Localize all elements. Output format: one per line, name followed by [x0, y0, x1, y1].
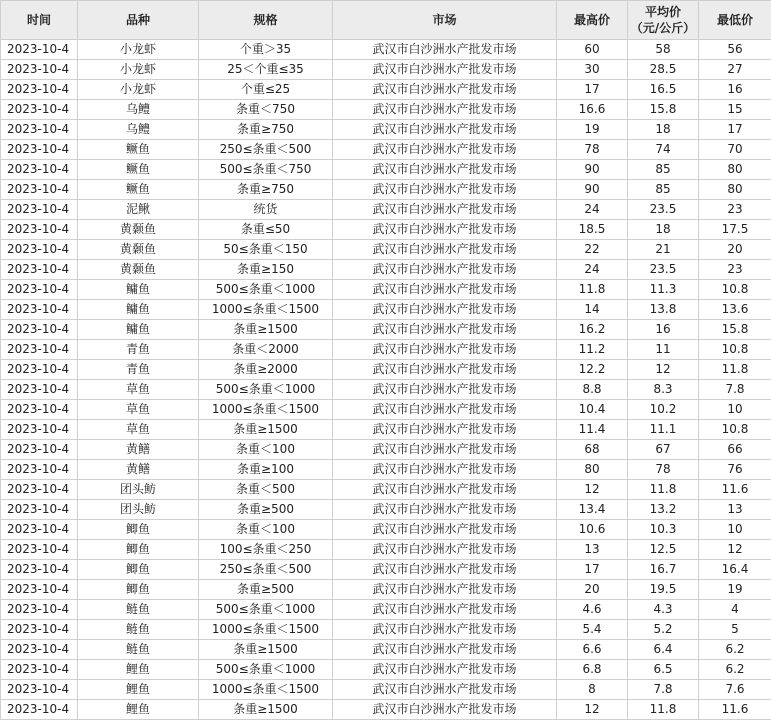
table-body [1, 40, 771, 720]
high-price-cell: 14 [557, 300, 628, 320]
date-cell: 2023-10-4 [1, 600, 78, 620]
date-cell: 2023-10-4 [1, 100, 78, 120]
date-cell: 2023-10-4 [1, 300, 78, 320]
table-row [1, 700, 771, 720]
high-price-cell: 30 [557, 60, 628, 80]
market-cell: 武汉市白沙洲水产批发市场 [333, 220, 557, 240]
spec-cell: 条重＜500 [199, 480, 333, 500]
avg-price-cell: 11.1 [628, 420, 699, 440]
market-cell: 武汉市白沙洲水产批发市场 [333, 600, 557, 620]
table-row [1, 500, 771, 520]
date-cell: 2023-10-4 [1, 340, 78, 360]
variety-cell: 鳙鱼 [78, 320, 199, 340]
variety-cell: 草鱼 [78, 420, 199, 440]
avg-price-cell: 11.3 [628, 280, 699, 300]
spec-cell: 个重＞35 [199, 40, 333, 60]
high-price-cell: 12.2 [557, 360, 628, 380]
variety-cell: 鲤鱼 [78, 700, 199, 720]
date-cell: 2023-10-4 [1, 260, 78, 280]
date-cell: 2023-10-4 [1, 620, 78, 640]
avg-price-cell: 10.2 [628, 400, 699, 420]
date-cell: 2023-10-4 [1, 60, 78, 80]
market-cell: 武汉市白沙洲水产批发市场 [333, 700, 557, 720]
market-cell: 武汉市白沙洲水产批发市场 [333, 100, 557, 120]
market-cell: 武汉市白沙洲水产批发市场 [333, 420, 557, 440]
low-price-cell: 7.6 [699, 680, 771, 700]
low-price-cell: 76 [699, 460, 771, 480]
variety-cell: 黄颡鱼 [78, 220, 199, 240]
low-price-cell: 16 [699, 80, 771, 100]
avg-price-cell: 19.5 [628, 580, 699, 600]
spec-cell: 条重≥150 [199, 260, 333, 280]
market-cell: 武汉市白沙洲水产批发市场 [333, 560, 557, 580]
avg-price-cell: 85 [628, 180, 699, 200]
variety-cell: 鲢鱼 [78, 620, 199, 640]
table-row [1, 280, 771, 300]
avg-price-cell: 11 [628, 340, 699, 360]
date-cell: 2023-10-4 [1, 680, 78, 700]
variety-cell: 鳜鱼 [78, 140, 199, 160]
market-cell: 武汉市白沙洲水产批发市场 [333, 540, 557, 560]
table-row [1, 520, 771, 540]
spec-cell: 1000≤条重＜1500 [199, 620, 333, 640]
market-cell: 武汉市白沙洲水产批发市场 [333, 660, 557, 680]
spec-cell: 250≤条重＜500 [199, 560, 333, 580]
low-price-cell: 10.8 [699, 280, 771, 300]
table-row [1, 540, 771, 560]
table-row [1, 200, 771, 220]
high-price-cell: 80 [557, 460, 628, 480]
low-price-cell: 15.8 [699, 320, 771, 340]
spec-cell: 1000≤条重＜1500 [199, 300, 333, 320]
header-date: 时间 [1, 1, 78, 40]
spec-cell: 500≤条重＜1000 [199, 660, 333, 680]
low-price-cell: 7.8 [699, 380, 771, 400]
spec-cell: 1000≤条重＜1500 [199, 680, 333, 700]
avg-price-cell: 16.7 [628, 560, 699, 580]
avg-price-cell: 28.5 [628, 60, 699, 80]
header-variety: 品种 [78, 1, 199, 40]
market-cell: 武汉市白沙洲水产批发市场 [333, 200, 557, 220]
date-cell: 2023-10-4 [1, 700, 78, 720]
table-row [1, 600, 771, 620]
header-low-price: 最低价 [699, 1, 771, 40]
market-cell: 武汉市白沙洲水产批发市场 [333, 380, 557, 400]
market-cell: 武汉市白沙洲水产批发市场 [333, 80, 557, 100]
low-price-cell: 16.4 [699, 560, 771, 580]
high-price-cell: 8.8 [557, 380, 628, 400]
market-cell: 武汉市白沙洲水产批发市场 [333, 300, 557, 320]
spec-cell: 个重≤25 [199, 80, 333, 100]
table-row [1, 60, 771, 80]
avg-price-cell: 5.2 [628, 620, 699, 640]
high-price-cell: 13 [557, 540, 628, 560]
low-price-cell: 80 [699, 160, 771, 180]
table-row [1, 300, 771, 320]
date-cell: 2023-10-4 [1, 360, 78, 380]
table-row [1, 120, 771, 140]
date-cell: 2023-10-4 [1, 440, 78, 460]
avg-price-cell: 16.5 [628, 80, 699, 100]
high-price-cell: 19 [557, 120, 628, 140]
table-row [1, 220, 771, 240]
low-price-cell: 15 [699, 100, 771, 120]
low-price-cell: 4 [699, 600, 771, 620]
high-price-cell: 16.6 [557, 100, 628, 120]
high-price-cell: 18.5 [557, 220, 628, 240]
low-price-cell: 19 [699, 580, 771, 600]
market-cell: 武汉市白沙洲水产批发市场 [333, 140, 557, 160]
variety-cell: 鳙鱼 [78, 300, 199, 320]
avg-price-cell: 15.8 [628, 100, 699, 120]
table-row [1, 240, 771, 260]
avg-price-cell: 74 [628, 140, 699, 160]
low-price-cell: 11.8 [699, 360, 771, 380]
spec-cell: 条重＜100 [199, 520, 333, 540]
avg-price-cell: 78 [628, 460, 699, 480]
date-cell: 2023-10-4 [1, 160, 78, 180]
variety-cell: 小龙虾 [78, 60, 199, 80]
high-price-cell: 68 [557, 440, 628, 460]
avg-price-cell: 11.8 [628, 480, 699, 500]
variety-cell: 乌鳢 [78, 120, 199, 140]
market-cell: 武汉市白沙洲水产批发市场 [333, 500, 557, 520]
table-header [1, 1, 771, 40]
table-row [1, 140, 771, 160]
spec-cell: 250≤条重＜500 [199, 140, 333, 160]
low-price-cell: 20 [699, 240, 771, 260]
high-price-cell: 60 [557, 40, 628, 60]
date-cell: 2023-10-4 [1, 560, 78, 580]
avg-price-cell: 21 [628, 240, 699, 260]
high-price-cell: 24 [557, 260, 628, 280]
date-cell: 2023-10-4 [1, 500, 78, 520]
date-cell: 2023-10-4 [1, 380, 78, 400]
variety-cell: 黄鳝 [78, 460, 199, 480]
header-row [1, 1, 771, 40]
low-price-cell: 56 [699, 40, 771, 60]
high-price-cell: 11.4 [557, 420, 628, 440]
market-cell: 武汉市白沙洲水产批发市场 [333, 260, 557, 280]
low-price-cell: 27 [699, 60, 771, 80]
table-row [1, 440, 771, 460]
date-cell: 2023-10-4 [1, 220, 78, 240]
table-row [1, 640, 771, 660]
variety-cell: 鲫鱼 [78, 540, 199, 560]
low-price-cell: 6.2 [699, 640, 771, 660]
date-cell: 2023-10-4 [1, 280, 78, 300]
spec-cell: 条重≥1500 [199, 420, 333, 440]
spec-cell: 条重≥100 [199, 460, 333, 480]
variety-cell: 鲢鱼 [78, 640, 199, 660]
table-row [1, 680, 771, 700]
low-price-cell: 11.6 [699, 700, 771, 720]
high-price-cell: 12 [557, 480, 628, 500]
low-price-cell: 66 [699, 440, 771, 460]
low-price-cell: 10.8 [699, 340, 771, 360]
date-cell: 2023-10-4 [1, 480, 78, 500]
date-cell: 2023-10-4 [1, 640, 78, 660]
spec-cell: 条重≤50 [199, 220, 333, 240]
low-price-cell: 80 [699, 180, 771, 200]
variety-cell: 鲫鱼 [78, 520, 199, 540]
high-price-cell: 8 [557, 680, 628, 700]
low-price-cell: 5 [699, 620, 771, 640]
low-price-cell: 17.5 [699, 220, 771, 240]
header-market: 市场 [333, 1, 557, 40]
date-cell: 2023-10-4 [1, 80, 78, 100]
variety-cell: 青鱼 [78, 340, 199, 360]
avg-price-cell: 18 [628, 220, 699, 240]
market-cell: 武汉市白沙洲水产批发市场 [333, 480, 557, 500]
variety-cell: 黄颡鱼 [78, 240, 199, 260]
variety-cell: 青鱼 [78, 360, 199, 380]
spec-cell: 1000≤条重＜1500 [199, 400, 333, 420]
avg-price-cell: 13.8 [628, 300, 699, 320]
spec-cell: 条重＜100 [199, 440, 333, 460]
table-row [1, 40, 771, 60]
table-row [1, 340, 771, 360]
date-cell: 2023-10-4 [1, 120, 78, 140]
variety-cell: 鲢鱼 [78, 600, 199, 620]
variety-cell: 鳜鱼 [78, 180, 199, 200]
high-price-cell: 13.4 [557, 500, 628, 520]
high-price-cell: 5.4 [557, 620, 628, 640]
market-cell: 武汉市白沙洲水产批发市场 [333, 640, 557, 660]
variety-cell: 鲤鱼 [78, 660, 199, 680]
table-row [1, 580, 771, 600]
high-price-cell: 17 [557, 80, 628, 100]
table-row [1, 400, 771, 420]
spec-cell: 条重≥1500 [199, 320, 333, 340]
market-cell: 武汉市白沙洲水产批发市场 [333, 280, 557, 300]
spec-cell: 条重≥500 [199, 500, 333, 520]
high-price-cell: 11.8 [557, 280, 628, 300]
market-cell: 武汉市白沙洲水产批发市场 [333, 520, 557, 540]
avg-price-cell: 11.8 [628, 700, 699, 720]
high-price-cell: 22 [557, 240, 628, 260]
low-price-cell: 13.6 [699, 300, 771, 320]
market-cell: 武汉市白沙洲水产批发市场 [333, 160, 557, 180]
avg-price-cell: 16 [628, 320, 699, 340]
table-row [1, 420, 771, 440]
market-cell: 武汉市白沙洲水产批发市场 [333, 240, 557, 260]
avg-price-cell: 7.8 [628, 680, 699, 700]
high-price-cell: 10.6 [557, 520, 628, 540]
date-cell: 2023-10-4 [1, 460, 78, 480]
variety-cell: 鳙鱼 [78, 280, 199, 300]
high-price-cell: 17 [557, 560, 628, 580]
spec-cell: 500≤条重＜1000 [199, 380, 333, 400]
variety-cell: 鳜鱼 [78, 160, 199, 180]
date-cell: 2023-10-4 [1, 580, 78, 600]
table-row [1, 660, 771, 680]
date-cell: 2023-10-4 [1, 520, 78, 540]
header-price-unit: （元/公斤） [630, 21, 696, 35]
date-cell: 2023-10-4 [1, 240, 78, 260]
header-avg-price-label: 平均价 [644, 5, 681, 19]
avg-price-cell: 12.5 [628, 540, 699, 560]
date-cell: 2023-10-4 [1, 540, 78, 560]
low-price-cell: 17 [699, 120, 771, 140]
high-price-cell: 6.8 [557, 660, 628, 680]
market-cell: 武汉市白沙洲水产批发市场 [333, 680, 557, 700]
table-row [1, 100, 771, 120]
market-cell: 武汉市白沙洲水产批发市场 [333, 40, 557, 60]
market-cell: 武汉市白沙洲水产批发市场 [333, 180, 557, 200]
avg-price-cell: 8.3 [628, 380, 699, 400]
variety-cell: 黄颡鱼 [78, 260, 199, 280]
spec-cell: 条重＜750 [199, 100, 333, 120]
variety-cell: 黄鳝 [78, 440, 199, 460]
avg-price-cell: 13.2 [628, 500, 699, 520]
high-price-cell: 78 [557, 140, 628, 160]
table-row [1, 480, 771, 500]
variety-cell: 团头鲂 [78, 500, 199, 520]
date-cell: 2023-10-4 [1, 180, 78, 200]
table-row [1, 180, 771, 200]
spec-cell: 500≤条重＜1000 [199, 600, 333, 620]
variety-cell: 泥鳅 [78, 200, 199, 220]
low-price-cell: 13 [699, 500, 771, 520]
table-row [1, 260, 771, 280]
spec-cell: 条重≥750 [199, 120, 333, 140]
spec-cell: 条重≥2000 [199, 360, 333, 380]
table-row [1, 160, 771, 180]
market-cell: 武汉市白沙洲水产批发市场 [333, 60, 557, 80]
spec-cell: 25＜个重≤35 [199, 60, 333, 80]
low-price-cell: 23 [699, 260, 771, 280]
date-cell: 2023-10-4 [1, 400, 78, 420]
spec-cell: 500≤条重＜750 [199, 160, 333, 180]
date-cell: 2023-10-4 [1, 140, 78, 160]
header-spec: 规格 [199, 1, 333, 40]
avg-price-cell: 12 [628, 360, 699, 380]
table-row [1, 320, 771, 340]
spec-cell: 500≤条重＜1000 [199, 280, 333, 300]
avg-price-cell: 67 [628, 440, 699, 460]
spec-cell: 条重≥1500 [199, 700, 333, 720]
table-row [1, 360, 771, 380]
date-cell: 2023-10-4 [1, 420, 78, 440]
high-price-cell: 20 [557, 580, 628, 600]
spec-cell: 统货 [199, 200, 333, 220]
market-cell: 武汉市白沙洲水产批发市场 [333, 460, 557, 480]
variety-cell: 小龙虾 [78, 40, 199, 60]
variety-cell: 鲫鱼 [78, 580, 199, 600]
spec-cell: 条重≥500 [199, 580, 333, 600]
market-cell: 武汉市白沙洲水产批发市场 [333, 340, 557, 360]
high-price-cell: 12 [557, 700, 628, 720]
table-row [1, 620, 771, 640]
variety-cell: 乌鳢 [78, 100, 199, 120]
low-price-cell: 23 [699, 200, 771, 220]
table-row [1, 380, 771, 400]
variety-cell: 小龙虾 [78, 80, 199, 100]
table-row [1, 80, 771, 100]
variety-cell: 团头鲂 [78, 480, 199, 500]
market-cell: 武汉市白沙洲水产批发市场 [333, 120, 557, 140]
low-price-cell: 6.2 [699, 660, 771, 680]
high-price-cell: 24 [557, 200, 628, 220]
high-price-cell: 10.4 [557, 400, 628, 420]
avg-price-cell: 58 [628, 40, 699, 60]
spec-cell: 50≤条重＜150 [199, 240, 333, 260]
variety-cell: 草鱼 [78, 380, 199, 400]
variety-cell: 鲫鱼 [78, 560, 199, 580]
low-price-cell: 11.6 [699, 480, 771, 500]
date-cell: 2023-10-4 [1, 200, 78, 220]
avg-price-cell: 18 [628, 120, 699, 140]
avg-price-cell: 6.5 [628, 660, 699, 680]
spec-cell: 100≤条重＜250 [199, 540, 333, 560]
table-row [1, 460, 771, 480]
low-price-cell: 12 [699, 540, 771, 560]
date-cell: 2023-10-4 [1, 320, 78, 340]
spec-cell: 条重＜2000 [199, 340, 333, 360]
market-cell: 武汉市白沙洲水产批发市场 [333, 440, 557, 460]
date-cell: 2023-10-4 [1, 660, 78, 680]
low-price-cell: 10 [699, 520, 771, 540]
avg-price-cell: 10.3 [628, 520, 699, 540]
low-price-cell: 10.8 [699, 420, 771, 440]
header-high-price: 最高价 [557, 1, 628, 40]
market-cell: 武汉市白沙洲水产批发市场 [333, 400, 557, 420]
market-cell: 武汉市白沙洲水产批发市场 [333, 620, 557, 640]
avg-price-cell: 4.3 [628, 600, 699, 620]
low-price-cell: 70 [699, 140, 771, 160]
high-price-cell: 90 [557, 160, 628, 180]
avg-price-cell: 6.4 [628, 640, 699, 660]
high-price-cell: 90 [557, 180, 628, 200]
high-price-cell: 6.6 [557, 640, 628, 660]
variety-cell: 草鱼 [78, 400, 199, 420]
avg-price-cell: 85 [628, 160, 699, 180]
high-price-cell: 11.2 [557, 340, 628, 360]
date-cell: 2023-10-4 [1, 40, 78, 60]
avg-price-cell: 23.5 [628, 260, 699, 280]
high-price-cell: 16.2 [557, 320, 628, 340]
spec-cell: 条重≥750 [199, 180, 333, 200]
variety-cell: 鲤鱼 [78, 680, 199, 700]
table-row [1, 560, 771, 580]
low-price-cell: 10 [699, 400, 771, 420]
spec-cell: 条重≥1500 [199, 640, 333, 660]
high-price-cell: 4.6 [557, 600, 628, 620]
header-avg-price [628, 1, 699, 40]
avg-price-cell: 23.5 [628, 200, 699, 220]
market-cell: 武汉市白沙洲水产批发市场 [333, 360, 557, 380]
market-cell: 武汉市白沙洲水产批发市场 [333, 320, 557, 340]
market-cell: 武汉市白沙洲水产批发市场 [333, 580, 557, 600]
